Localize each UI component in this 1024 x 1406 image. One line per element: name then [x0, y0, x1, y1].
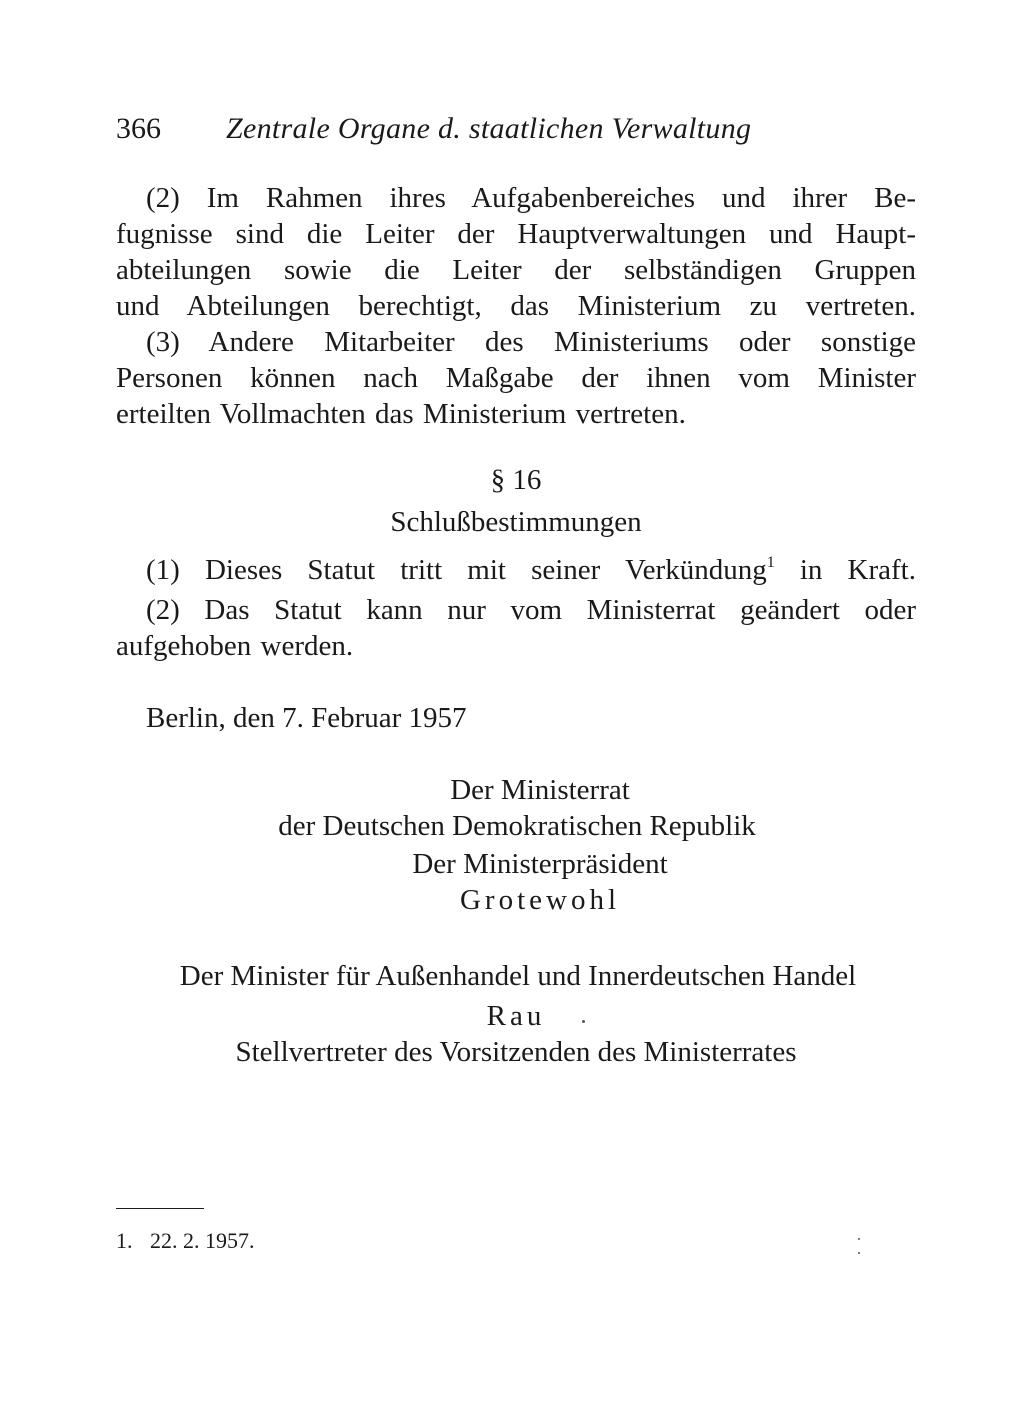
paragraph-15-2 [116, 180, 916, 324]
paragraph-line: und Abteilungen berechtigt, das Ministerium zu vertreten. [116, 290, 916, 322]
paragraph-line: Personen können nach Maßgabe der ihnen vom Minister [116, 362, 916, 394]
footnote-reference: 1 [766, 554, 775, 571]
signature-deputy-title: Stellvertreter des Vorsitzenden des Ministerrates [235, 1036, 797, 1068]
footnote-divider [116, 1208, 204, 1209]
paragraph-line [116, 552, 916, 588]
section-number: § 16 [490, 464, 542, 496]
footnote [116, 1228, 255, 1254]
signature-minister-title: Der Minister für Außenhandel und Innerdeutschen Handel [179, 960, 857, 992]
paragraph-line: abteilungen sowie die Leiter der selbständigen Gruppen [116, 254, 916, 286]
paragraph-line: erteilten Vollmachten das Ministerium vertreten. [116, 398, 686, 430]
page-header [116, 112, 916, 146]
section-title: Schlußbestimmungen [390, 506, 642, 538]
paragraph-15-3 [116, 324, 916, 432]
signature-republic: der Deutschen Demokratischen Republik [278, 810, 756, 842]
print-speck [582, 1020, 585, 1023]
paragraph-line: (2) Im Rahmen ihres Aufgabenbereiches und ihrer Be- [146, 182, 916, 214]
paragraph-text: in Kraft. [774, 554, 916, 586]
paragraph-line: aufgehoben werden. [116, 630, 354, 662]
signature-prime-minister-title: Der Ministerpräsident [412, 848, 668, 880]
paragraph-text: (1) Dieses Statut tritt mit seiner Verkündung [146, 554, 767, 586]
paragraph-line: (3) Andere Mitarbeiter des Ministeriums oder sonstige [146, 326, 916, 358]
signature-prime-minister-name: Grotewohl [459, 884, 621, 916]
signature-minister-name: Rau [486, 1000, 546, 1032]
running-title: Zentrale Organe d. staatlichen Verwaltung [226, 112, 752, 145]
print-speck [858, 1252, 860, 1254]
signature-council: Der Ministerrat [450, 774, 630, 806]
paragraph-line: (2) Das Statut kann nur vom Ministerrat geändert oder [146, 594, 916, 626]
page-number: 366 [116, 112, 161, 145]
paragraph-16-1 [116, 552, 916, 588]
date-line: Berlin, den 7. Februar 1957 [146, 702, 467, 734]
footnote-text: 22. 2. 1957. [150, 1228, 255, 1253]
paragraph-16-2 [116, 592, 916, 664]
paragraph-line: fugnisse sind die Leiter der Hauptverwaltungen und Haupt- [116, 218, 916, 250]
print-speck [858, 1238, 860, 1240]
footnote-marker: 1. [116, 1228, 133, 1253]
